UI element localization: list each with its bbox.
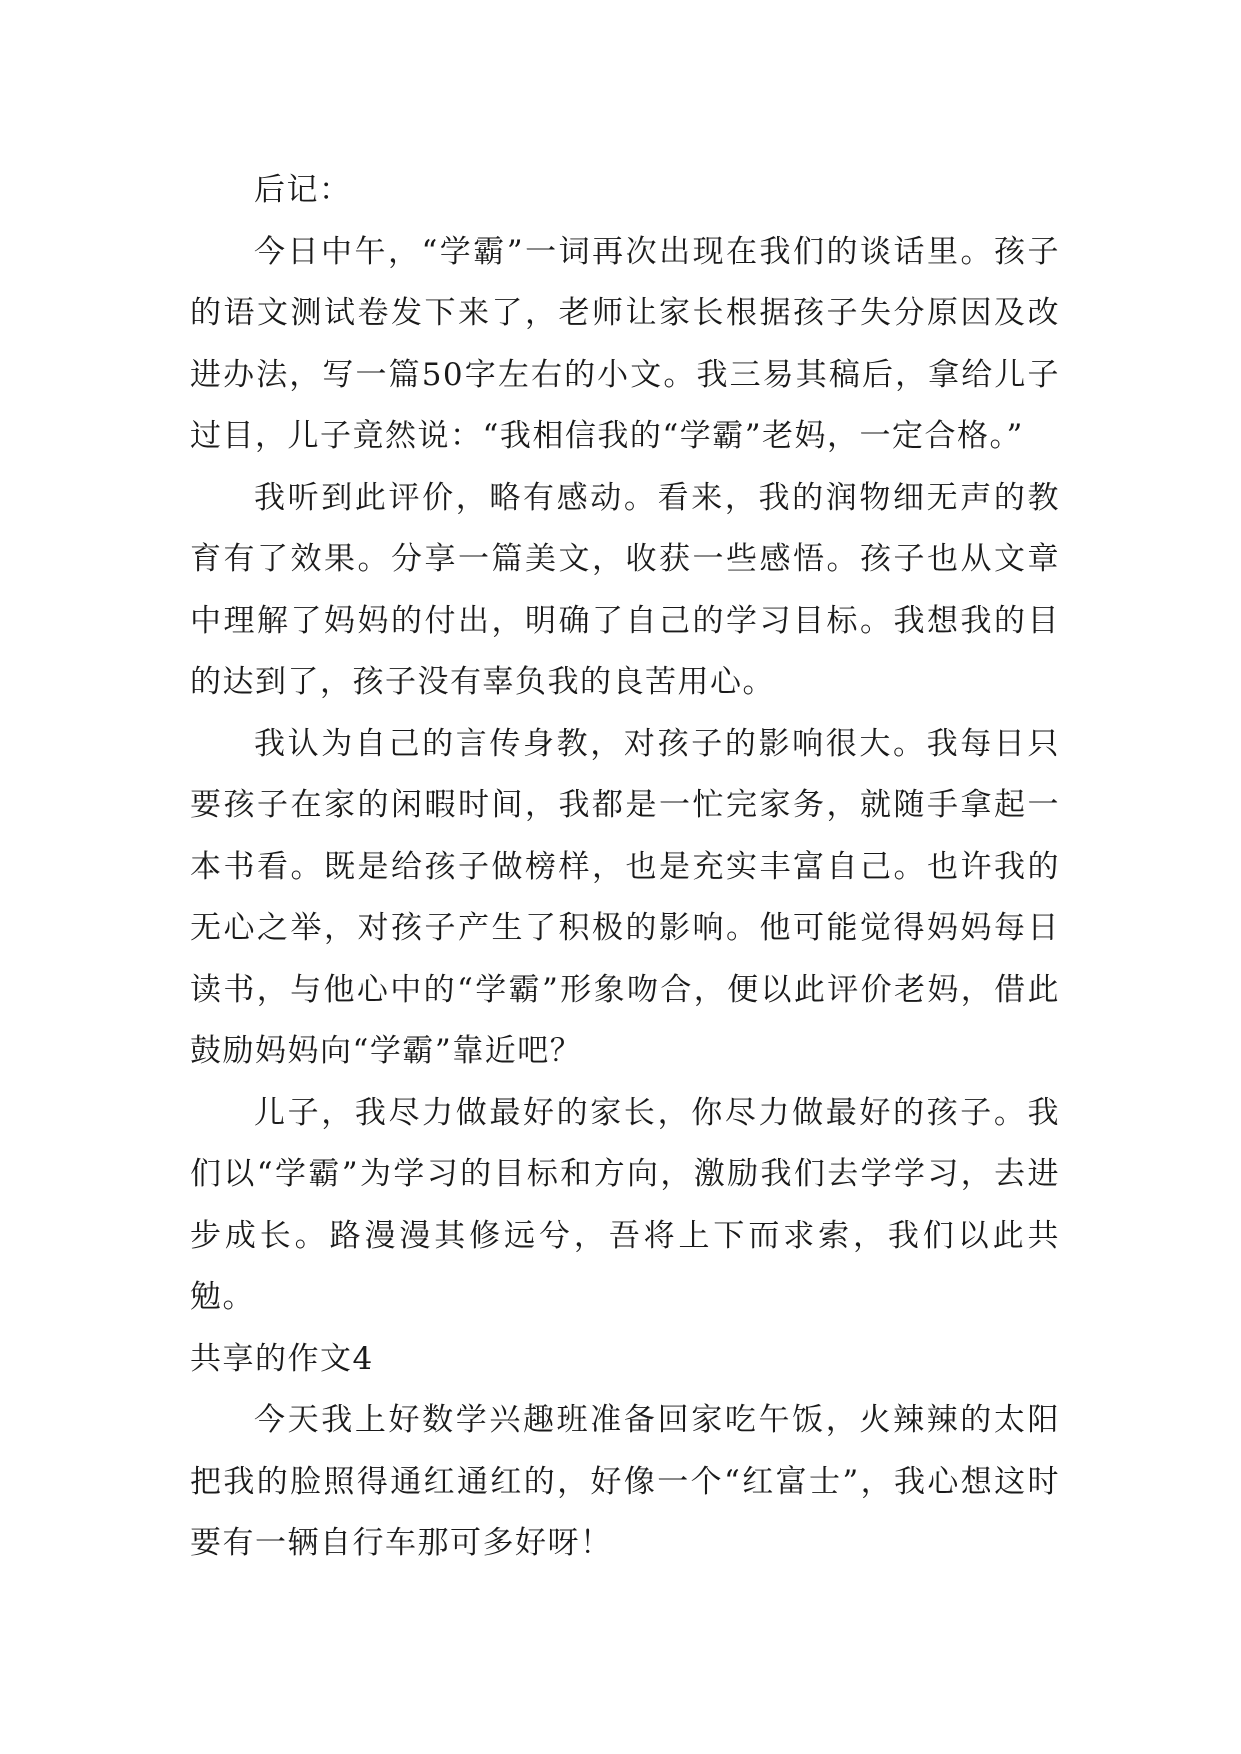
body-paragraph: 今日中午，“学霸”一词再次出现在我们的谈话里。孩子的语文测试卷发下来了，老师让家长根据孩子失分原因及改进办法，写一篇50字左右的小文。我三易其稿后，拿给儿子过目，儿子竟然说：“我相信我的“学霸”老妈，一定合格。” — [190, 233, 1060, 454]
body-paragraph: 我认为自己的言传身教，对孩子的影响很大。我每日只要孩子在家的闲暇时间，我都是一忙完家务，就随手拿起一本书看。既是给孩子做榜样，也是充实丰富自己。也许我的无心之举，对孩子产生了积极的影响。他可能觉得妈妈每日读书，与他心中的“学霸”形象吻合，便以此评价老妈，借此鼓励妈妈向“学霸”靠近吧？ — [190, 725, 1060, 1069]
afterword-label: 后记： — [254, 172, 352, 208]
section-heading: 共享的作文4 — [190, 1340, 374, 1377]
body-paragraph: 今天我上好数学兴趣班准备回家吃午饭，火辣辣的太阳把我的脸照得通红通红的，好像一个“红富士”，我心想这时要有一辆自行车那可多好呀！ — [190, 1402, 1060, 1561]
body-paragraph: 儿子，我尽力做最好的家长，你尽力做最好的孩子。我们以“学霸”为学习的目标和方向，激励我们去学学习，去进步成长。路漫漫其修远兮，吾将上下而求索，我们以此共勉。 — [190, 1094, 1060, 1315]
document-page — [190, 160, 1060, 1575]
body-paragraph: 我听到此评价，略有感动。看来，我的润物细无声的教育有了效果。分享一篇美文，收获一些感悟。孩子也从文章中理解了妈妈的付出，明确了自己的学习目标。我想我的目的达到了，孩子没有辜负我的良苦用心。 — [190, 479, 1060, 700]
